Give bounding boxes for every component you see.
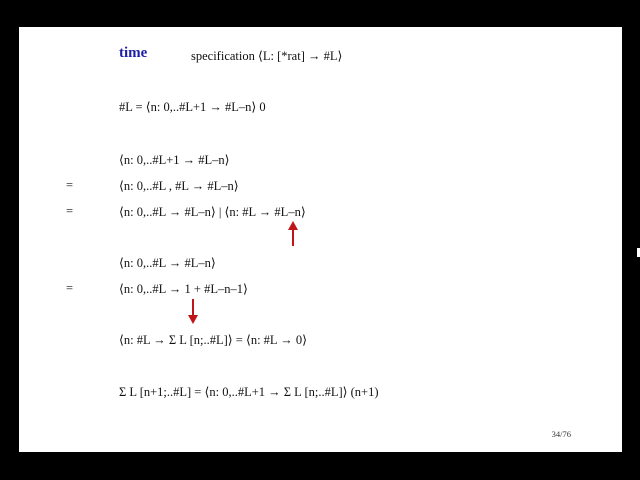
block2-eq2: =: [66, 281, 74, 295]
specification-line: specification ⟨L: [*rat] → #L⟩: [191, 49, 343, 63]
block1-eq2: =: [66, 178, 74, 192]
up-arrow-icon: [287, 221, 299, 247]
slide-title: time: [119, 45, 148, 61]
block1-line1: ⟨n: 0,..#L+1 → #L–n⟩: [119, 153, 230, 167]
block1-line2: ⟨n: 0,..#L , #L → #L–n⟩: [119, 179, 239, 193]
block2-line2: ⟨n: 0,..#L → 1 + #L–n–1⟩: [119, 282, 248, 296]
block4-line: Σ L [n+1;..#L] = ⟨n: 0,..#L+1 → Σ L [n;..#L]⟩ (n+1): [119, 385, 379, 399]
page-number: 34/76: [551, 429, 571, 439]
block2-line1: ⟨n: 0,..#L → #L–n⟩: [119, 256, 216, 270]
down-arrow-icon: [187, 298, 199, 324]
block1-line3: ⟨n: 0,..#L → #L–n⟩ | ⟨n: #L → #L–n⟩: [119, 205, 306, 219]
definition-line: #L = ⟨n: 0,..#L+1 → #L–n⟩ 0: [119, 100, 266, 114]
block3-line: ⟨n: #L → Σ L [n;..#L]⟩ = ⟨n: #L → 0⟩: [119, 333, 307, 347]
slide: [19, 27, 622, 452]
block1-eq3: =: [66, 204, 74, 218]
